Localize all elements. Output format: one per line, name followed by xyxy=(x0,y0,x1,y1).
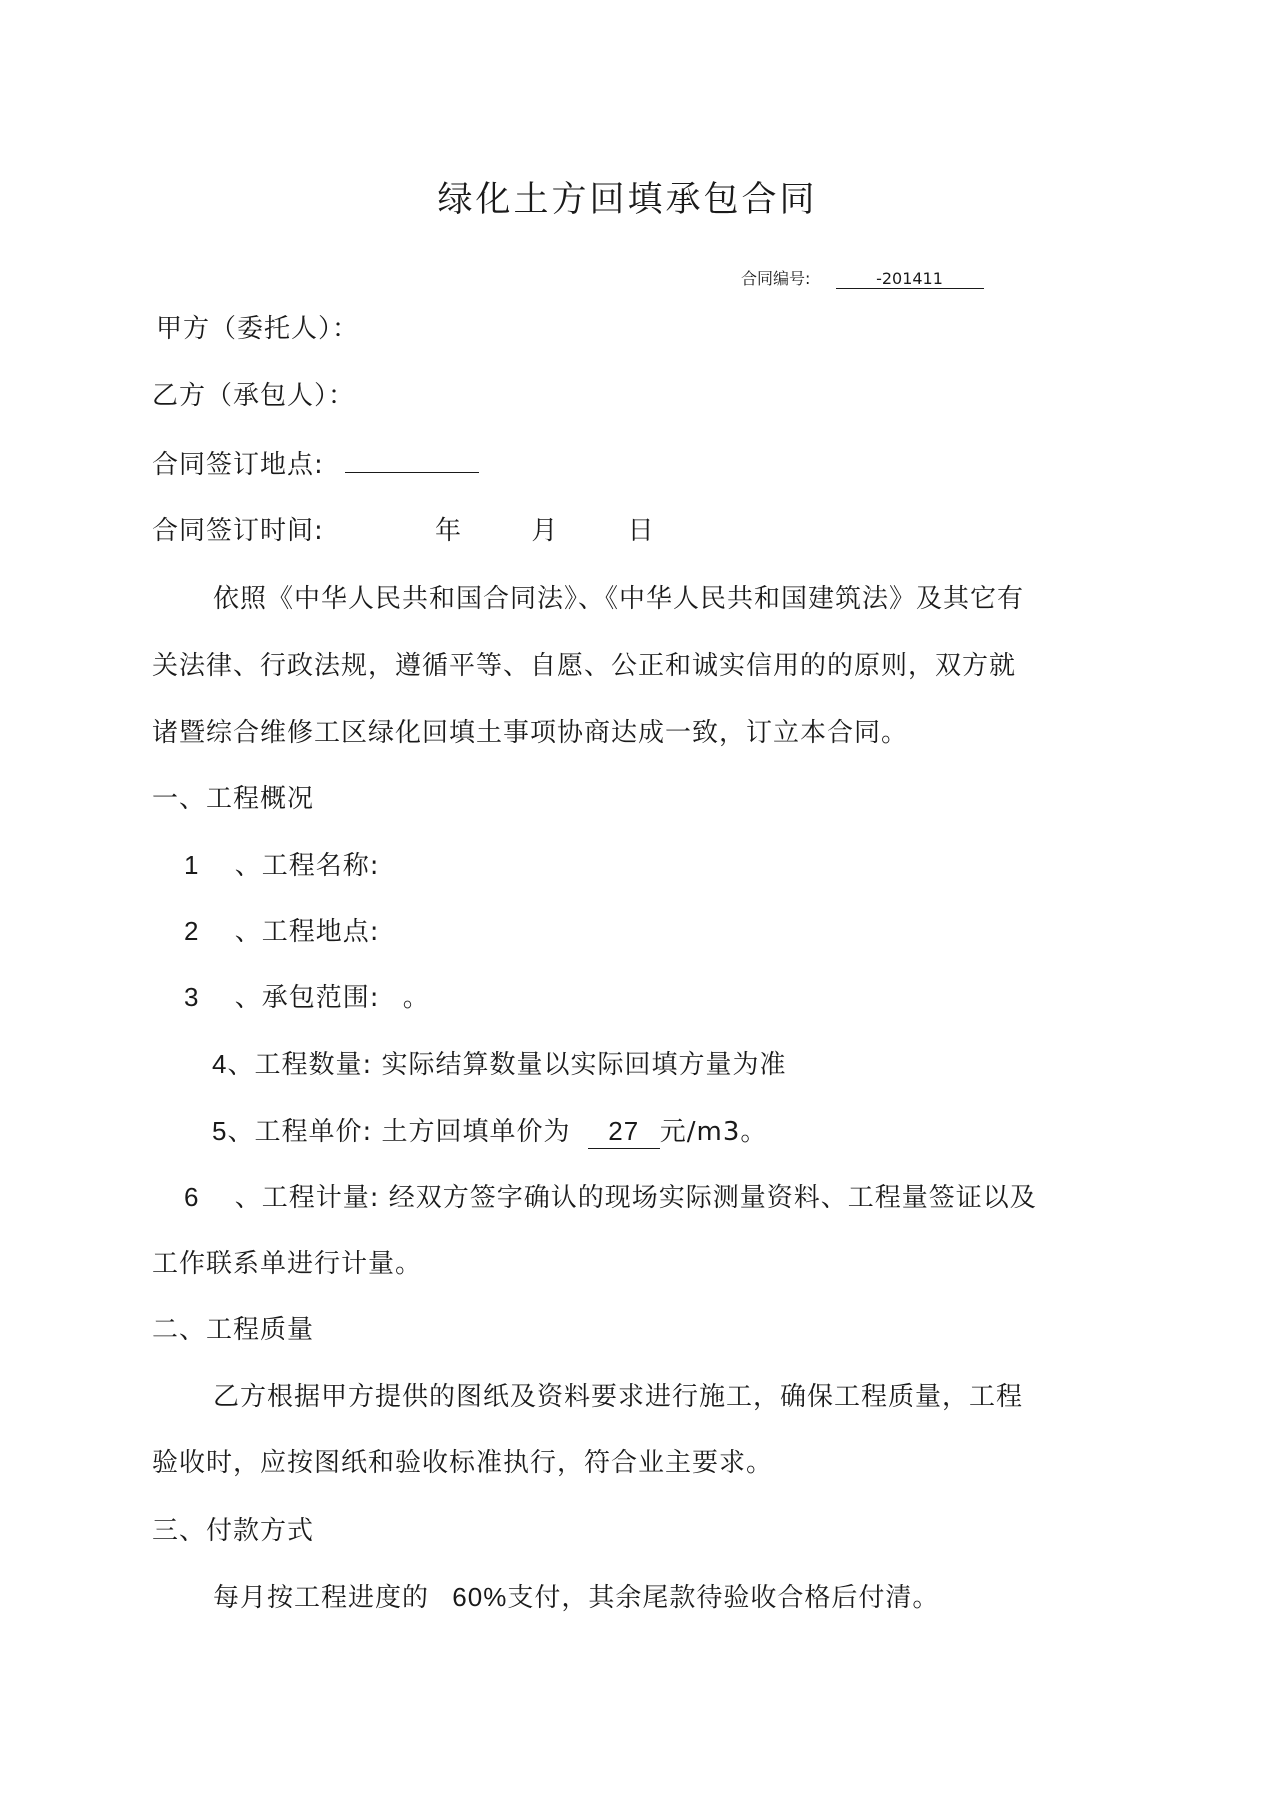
sign-place-label: 合同签订地点: xyxy=(152,450,324,480)
intro-line-3: 诸暨综合维修工区绿化回填土事项协商达成一致，订立本合同。 xyxy=(152,718,909,748)
sign-time-day: 日 xyxy=(627,516,655,546)
document-title: 绿化土方回填承包合同 xyxy=(437,180,818,220)
item-2 xyxy=(184,914,380,949)
item-3-text: 、承包范围: xyxy=(234,983,380,1013)
item-5-text: 、工程单价: 土方回填单价为 xyxy=(227,1117,571,1147)
payment-prefix: 每月按工程进度的 xyxy=(213,1583,430,1613)
contract-number-value: -201411 xyxy=(836,269,984,289)
section2-heading: 二、工程质量 xyxy=(152,1315,315,1345)
contract-number xyxy=(741,266,984,289)
item-1 xyxy=(184,848,380,883)
section2-line-2: 验收时，应按图纸和验收标准执行，符合业主要求。 xyxy=(152,1448,774,1478)
item-5 xyxy=(212,1114,767,1149)
item-3 xyxy=(184,980,430,1015)
unit-price-value: 27 xyxy=(588,1114,660,1149)
intro-line-1: 依照《中华人民共和国合同法》、《中华人民共和国建筑法》及其它有 xyxy=(213,584,1025,614)
item-1-text: 、工程名称: xyxy=(234,851,380,881)
sign-time-label: 合同签订时间: xyxy=(152,516,324,546)
payment-percent: 60% xyxy=(452,1582,508,1612)
sign-time xyxy=(152,514,655,548)
party-b: 乙方（承包人）： xyxy=(152,381,356,411)
section3-heading: 三、付款方式 xyxy=(152,1516,315,1546)
item-3-number: 3 xyxy=(184,982,200,1012)
sign-place xyxy=(152,448,479,482)
item-2-number: 2 xyxy=(184,916,200,946)
sign-place-blank xyxy=(345,448,479,473)
item-4-number: 4 xyxy=(212,1049,228,1079)
item-6-number: 6 xyxy=(184,1182,200,1212)
item-1-number: 1 xyxy=(184,850,200,880)
item-5-number: 5 xyxy=(212,1116,228,1146)
contract-number-label: 合同编号: xyxy=(741,269,811,288)
sign-time-month: 月 xyxy=(531,516,559,546)
unit-price-unit: 元/m3。 xyxy=(659,1117,768,1147)
item-4-text: 、工程数量: 实际结算数量以实际回填方量为准 xyxy=(227,1050,787,1080)
item-6-text: 、工程计量: 经双方签字确认的现场实际测量资料、工程量签证以及 xyxy=(234,1183,1037,1213)
item-6 xyxy=(184,1180,1037,1215)
item-6-continuation: 工作联系单进行计量。 xyxy=(152,1249,423,1279)
section1-heading: 一、工程概况 xyxy=(152,784,315,814)
party-a: 甲方（委托人）： xyxy=(156,314,360,344)
payment-line xyxy=(213,1580,939,1615)
section2-line-1: 乙方根据甲方提供的图纸及资料要求进行施工，确保工程质量，工程 xyxy=(213,1382,1024,1412)
item-4 xyxy=(212,1047,787,1082)
item-2-text: 、工程地点: xyxy=(234,917,380,947)
intro-line-2: 关法律、行政法规，遵循平等、自愿、公正和诚实信用的的原则，双方就 xyxy=(152,651,1017,681)
payment-suffix: 支付，其余尾款待验收合格后付清。 xyxy=(507,1583,940,1613)
item-3-suffix: 。 xyxy=(402,983,430,1013)
sign-time-year: 年 xyxy=(435,516,463,546)
